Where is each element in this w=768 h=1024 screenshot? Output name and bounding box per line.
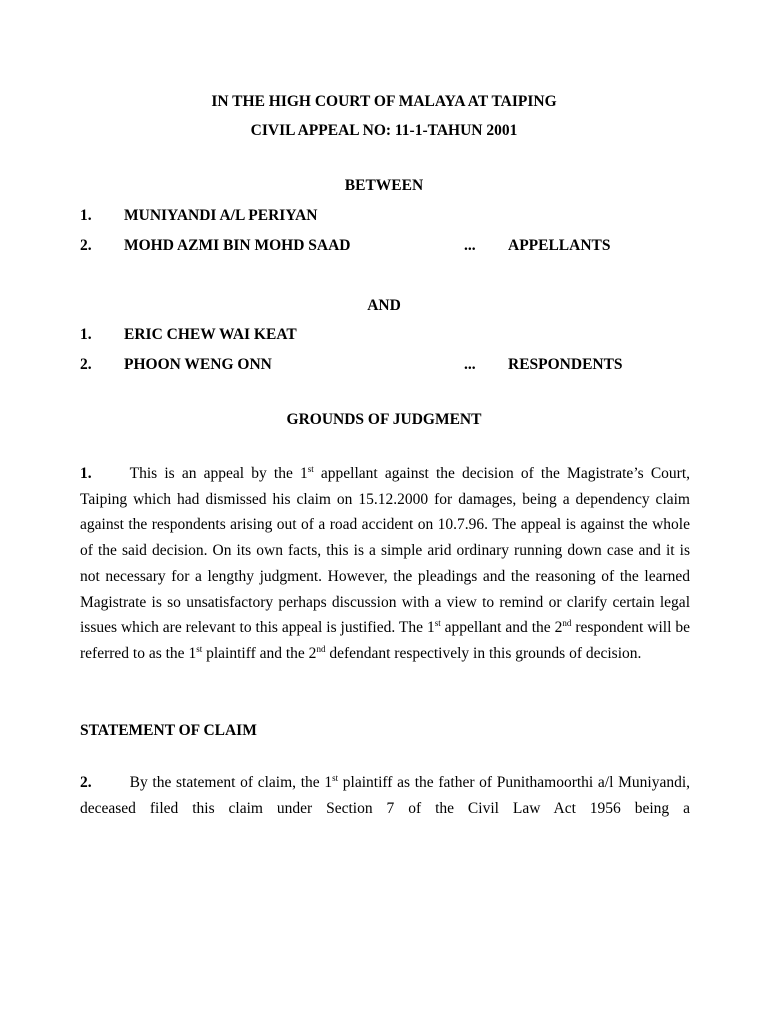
paragraph-text: appellant against the decision of the Magistrate’s Court, Taiping which had dismissed his claim on 15.12.2000 for damages, being a dependency claim against the respondents arising out of a road accident on 10.7.96. The appeal is against the whole of the said decision. On its own facts, this is a simple arid ordinary running down case and it is not necessary for a lengthy judgment. However, the pleadings and the reasoning of the learned Magistrate is so unsatisfactory perhaps discussion with a view to remind or clarify certain legal issues which are relevant to this appeal is justified. The 1 [80,465,690,637]
appellant-row-1 [80,207,700,227]
superscript: st [332,772,339,783]
paragraph-number: 1. [80,465,92,482]
court-title: IN THE HIGH COURT OF MALAYA AT TAIPING [211,93,557,110]
appellants-label: APPELLANTS [508,237,611,254]
paragraph-number: 2. [80,774,92,791]
superscript: st [196,643,203,654]
superscript: st [434,618,441,629]
and-heading: AND [367,297,401,314]
paragraph-text: plaintiff and the 2 [202,644,317,662]
paragraph-text: defendant respectively in this grounds of decision. [325,644,642,662]
leader-dots: ... [464,237,476,254]
respondents-label: RESPONDENTS [508,356,623,373]
paragraph-text: respondent will be referred to as the 1 [80,619,690,662]
paragraph-2 [80,770,690,821]
leader-dots: ... [464,356,476,373]
respondent-row-2 [80,356,700,376]
paragraph-1 [80,461,690,667]
paragraph-text: By the statement of claim, the 1 [129,774,333,791]
statement-of-claim-heading: STATEMENT OF CLAIM [80,722,257,739]
respondent-name: PHOON WENG ONN [124,356,272,373]
respondent-name: ERIC CHEW WAI KEAT [124,326,297,343]
appellant-number: 1. [80,207,92,224]
paragraph-text: This is an appeal by the 1 [129,465,308,482]
respondent-row-1 [80,326,700,346]
between-heading: BETWEEN [344,177,424,194]
superscript: nd [562,618,572,629]
respondent-number: 1. [80,326,92,343]
appellant-row-2 [80,237,700,257]
grounds-of-judgment-heading: GROUNDS OF JUDGMENT [286,411,482,428]
paragraph-text: plaintiff as the father of Punithamoorthi a/l Muniyandi, deceased filed this claim under Section 7 of the Civil Law Act 1956 being a [80,774,691,817]
case-number: CIVIL APPEAL NO: 11-1-TAHUN 2001 [250,122,518,139]
appellant-name: MOHD AZMI BIN MOHD SAAD [124,237,351,254]
superscript: nd [316,643,326,654]
appellant-name: MUNIYANDI A/L PERIYAN [124,207,318,224]
appellant-number: 2. [80,237,92,254]
paragraph-text: appellant and the 2 [440,619,563,637]
superscript: st [307,463,314,474]
respondent-number: 2. [80,356,92,373]
